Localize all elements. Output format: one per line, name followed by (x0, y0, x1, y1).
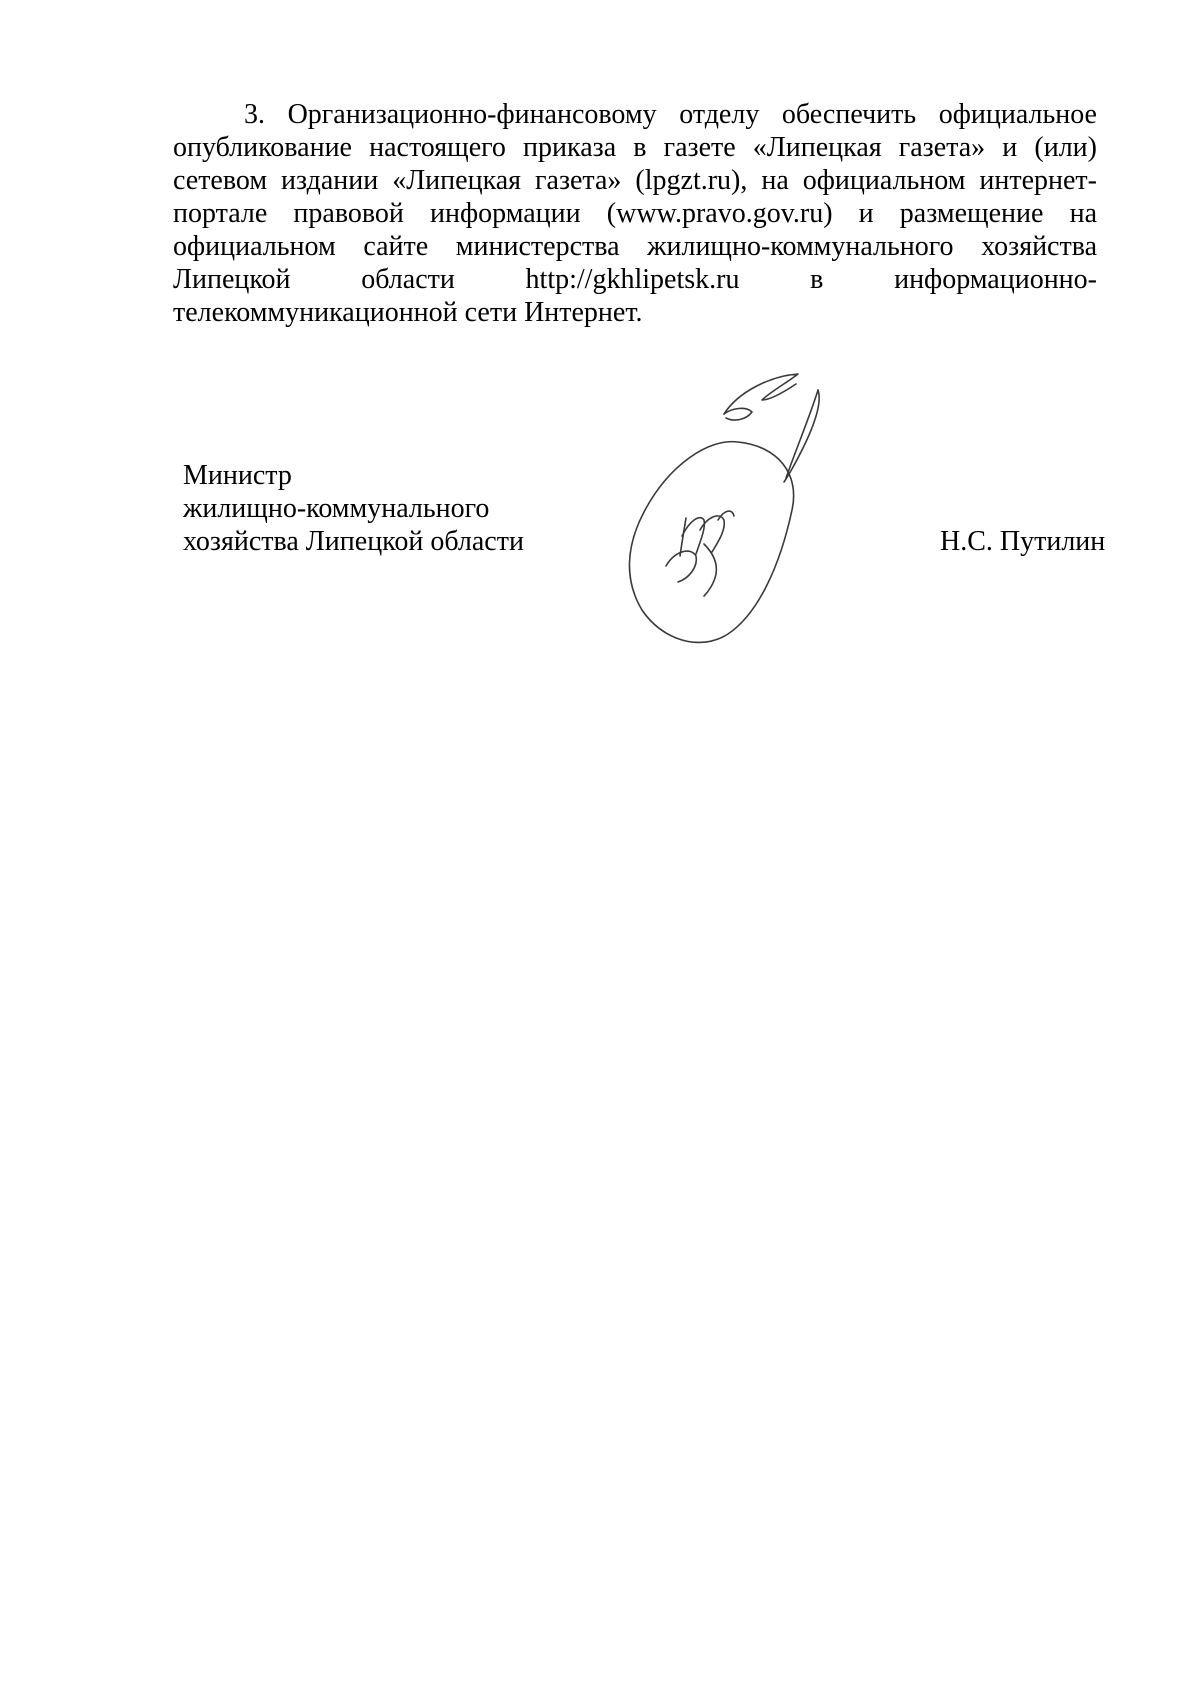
handwritten-signature-icon (620, 370, 890, 650)
signer-position-line-1: Министр (183, 460, 292, 491)
paragraph-item-3: 3. Организационно-финансовому отделу обеспечить официальное опубликование настоящего приказа в газете «Липецкая газета» и (или) сетевом издании «Липецкая газета» (lpgzt.ru), на официальном интернет-портале правовой информации (www.pravo.gov.ru) и размещение на официальном сайте министерства жилищно-коммунального хозяйства Липецкой области http://gkhlipetsk.ru в информационно-телекоммуникационной сети Интернет. (173, 99, 1097, 328)
signer-position-line-3: хозяйства Липецкой области (183, 526, 524, 557)
signer-name: Н.С. Путилин (940, 526, 1106, 557)
signer-position-line-2: жилищно-коммунального (183, 493, 490, 524)
signer-position (183, 459, 524, 558)
